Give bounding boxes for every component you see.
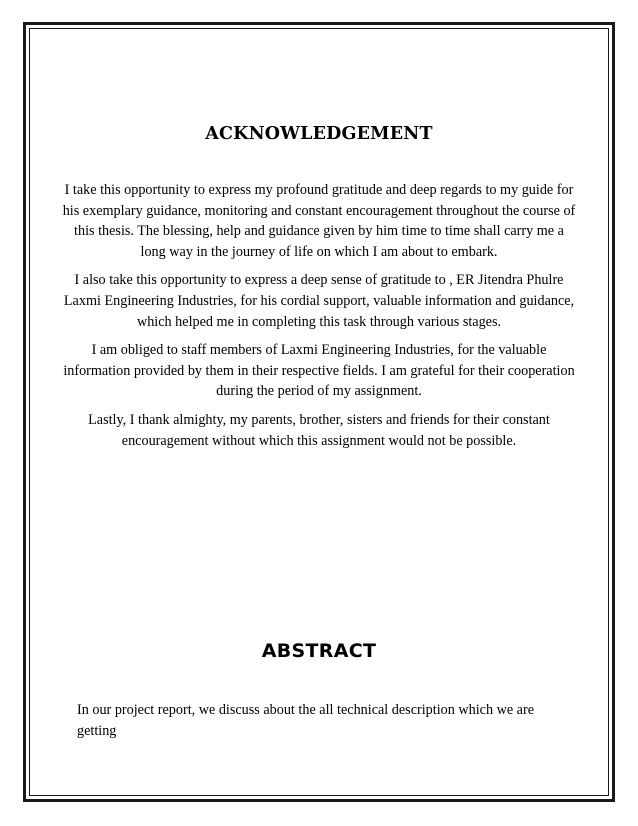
- acknowledgement-paragraph: I take this opportunity to express my profound gratitude and deep regards to my guide for his exemplary guidance, monitoring and constant encouragement throughout the course of this thesis. The blessing, help and guidance given by him time to time shall carry me a long way in the journey of life on which I am about to embark.: [62, 182, 576, 260]
- abstract-paragraph: In our project report, we discuss about the all technical description which we are getting: [77, 702, 534, 739]
- acknowledgement-paragraph: I also take this opportunity to express a deep sense of gratitude to , ER Jitendra Phulre Laxmi Engineering Industries, for his cordial support, valuable information and guidance, which helped me in completing this task through various stages.: [63, 272, 575, 330]
- acknowledgement-body: [60, 180, 578, 459]
- abstract-heading: ABSTRACT: [261, 640, 377, 662]
- abstract-body: [77, 700, 567, 741]
- acknowledgement-paragraph: Lastly, I thank almighty, my parents, brother, sisters and friends for their constant encouragement without which this assignment would not be possible.: [88, 411, 550, 449]
- acknowledgement-heading: ACKNOWLEDGEMENT: [205, 124, 433, 144]
- acknowledgement-paragraph: I am obliged to staff members of Laxmi Engineering Industries, for the valuable information provided by them in their respective fields. I am grateful for their cooperation during the period of my assignment.: [63, 342, 575, 400]
